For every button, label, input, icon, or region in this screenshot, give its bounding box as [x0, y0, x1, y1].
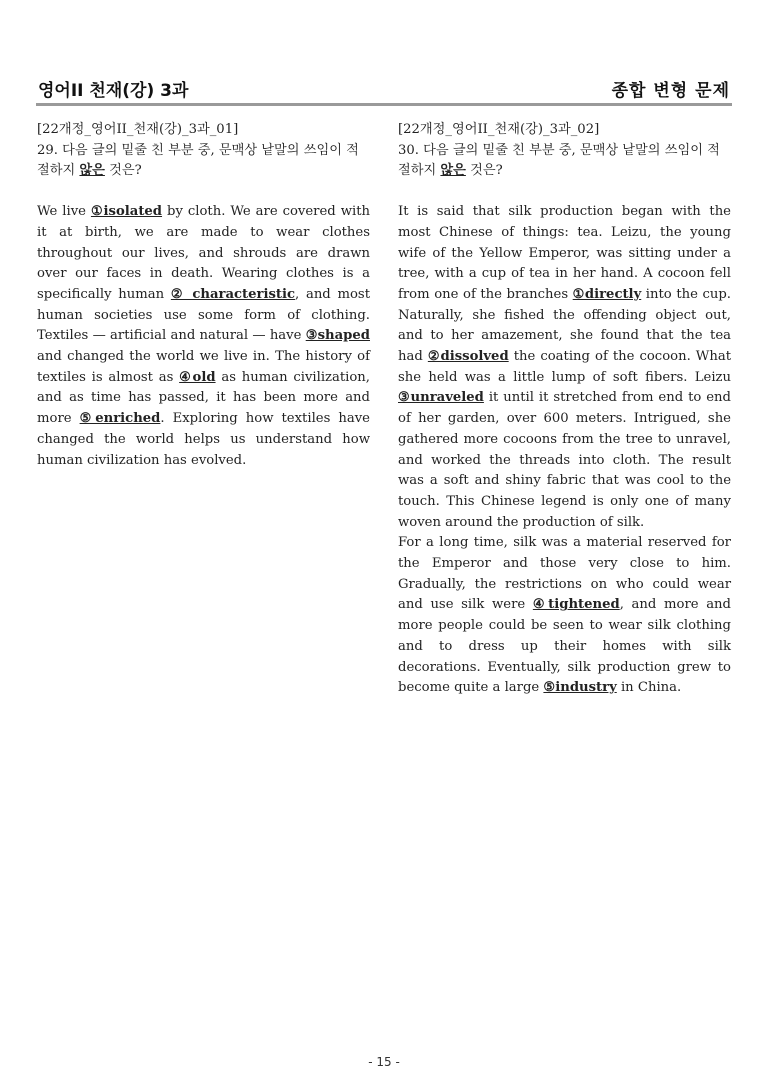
underlined-choice: ⑤industry — [543, 680, 617, 696]
passage-paragraph — [398, 202, 731, 533]
prompt-text-end: 것은? — [465, 163, 503, 179]
prompt-emphasis: 않은 — [79, 163, 105, 179]
underlined-choice: ⑤enriched — [79, 411, 161, 427]
passage-text: and changed the world we live in. The history of textiles is almost as — [37, 349, 370, 385]
passage-text: the coating of the cocoon. What she held was a little lump of soft fibers. Leizu — [398, 349, 732, 385]
header-right-title: 종합 변형 문제 — [611, 81, 730, 101]
question-prompt — [398, 141, 731, 182]
underlined-choice: ② characteristic — [170, 286, 296, 302]
question-prompt — [37, 141, 370, 182]
prompt-text: 29. 다음 글의 밑줄 친 부분 중, 문맥상 낱말의 쓰임이 적절하지 — [37, 142, 359, 179]
question-source: [22개정_영어II_천재(강)_3과_01] — [37, 122, 239, 137]
header-left-title: 영어II 천재(강) 3과 — [38, 81, 189, 101]
passage-text: by cloth. We are covered with it at birth, we are made to wear clothes throughout our lives, and shrouds are drawn over our faces in death. Wearing clothes is a specifically human — [37, 204, 371, 302]
underlined-choice: ④old — [179, 369, 216, 385]
underlined-choice: ②dissolved — [427, 349, 509, 365]
passage-paragraph — [37, 202, 370, 471]
question-29 — [37, 120, 370, 471]
prompt-text: 30. 다음 글의 밑줄 친 부분 중, 문맥상 낱말의 쓰임이 적절하지 — [398, 142, 720, 179]
underlined-choice: ①isolated — [90, 204, 163, 220]
passage-paragraph — [398, 533, 731, 699]
underlined-choice: ③shaped — [305, 328, 370, 344]
underlined-choice: ①directly — [572, 286, 642, 302]
underlined-choice: ④tightened — [532, 597, 620, 613]
underlined-choice: ③unraveled — [398, 390, 484, 406]
question-30 — [398, 120, 731, 699]
prompt-text-end: 것은? — [104, 163, 142, 179]
passage-text: It is said that silk production began with the most Chinese of things: tea. Leizu, the young wife of the Yellow Emperor, was sitting under a tree, with a cup of tea in her hand. A cocoon fell from one of the branches — [398, 204, 731, 302]
passage — [37, 202, 370, 471]
passage — [398, 202, 731, 699]
passage-text: , and more and more people could be seen to wear silk clothing and to dress up their homes with silk decorations. Eventually, silk production grew to become quite a large — [398, 597, 731, 696]
passage-text: into the cup. Naturally, she fished the offending object out, and to her amazement, she found that the tea had — [398, 286, 731, 365]
question-source: [22개정_영어II_천재(강)_3과_02] — [398, 122, 600, 137]
passage-text: in China. — [616, 680, 682, 696]
prompt-emphasis: 않은 — [440, 163, 466, 179]
passage-text: . Exploring how textiles have changed the world helps us understand how human civilization has evolved. — [37, 411, 370, 468]
passage-text: as human civilization, and as time has passed, it has been more and more — [37, 369, 370, 427]
passage-text: We live — [37, 204, 91, 220]
passage-text: it until it stretched from end to end of her garden, over 600 meters. Intrigued, she gathered more cocoons from the tree to unravel, and worked the threads into cloth. The result was a soft and shiny fabric that was cool to the touch. This Chinese legend is only one of many woven around the production of silk. — [398, 390, 731, 530]
passage-text: , and most human societies use some form of clothing. Textiles — artificial and natural — have — [37, 286, 370, 344]
header-divider — [36, 103, 732, 106]
page-number: - 15 - — [368, 1055, 400, 1069]
passage-text: For a long time, silk was a material reserved for the Emperor and those very close to him. Gradually, the restrictions on who could wear and use silk were — [398, 535, 731, 613]
